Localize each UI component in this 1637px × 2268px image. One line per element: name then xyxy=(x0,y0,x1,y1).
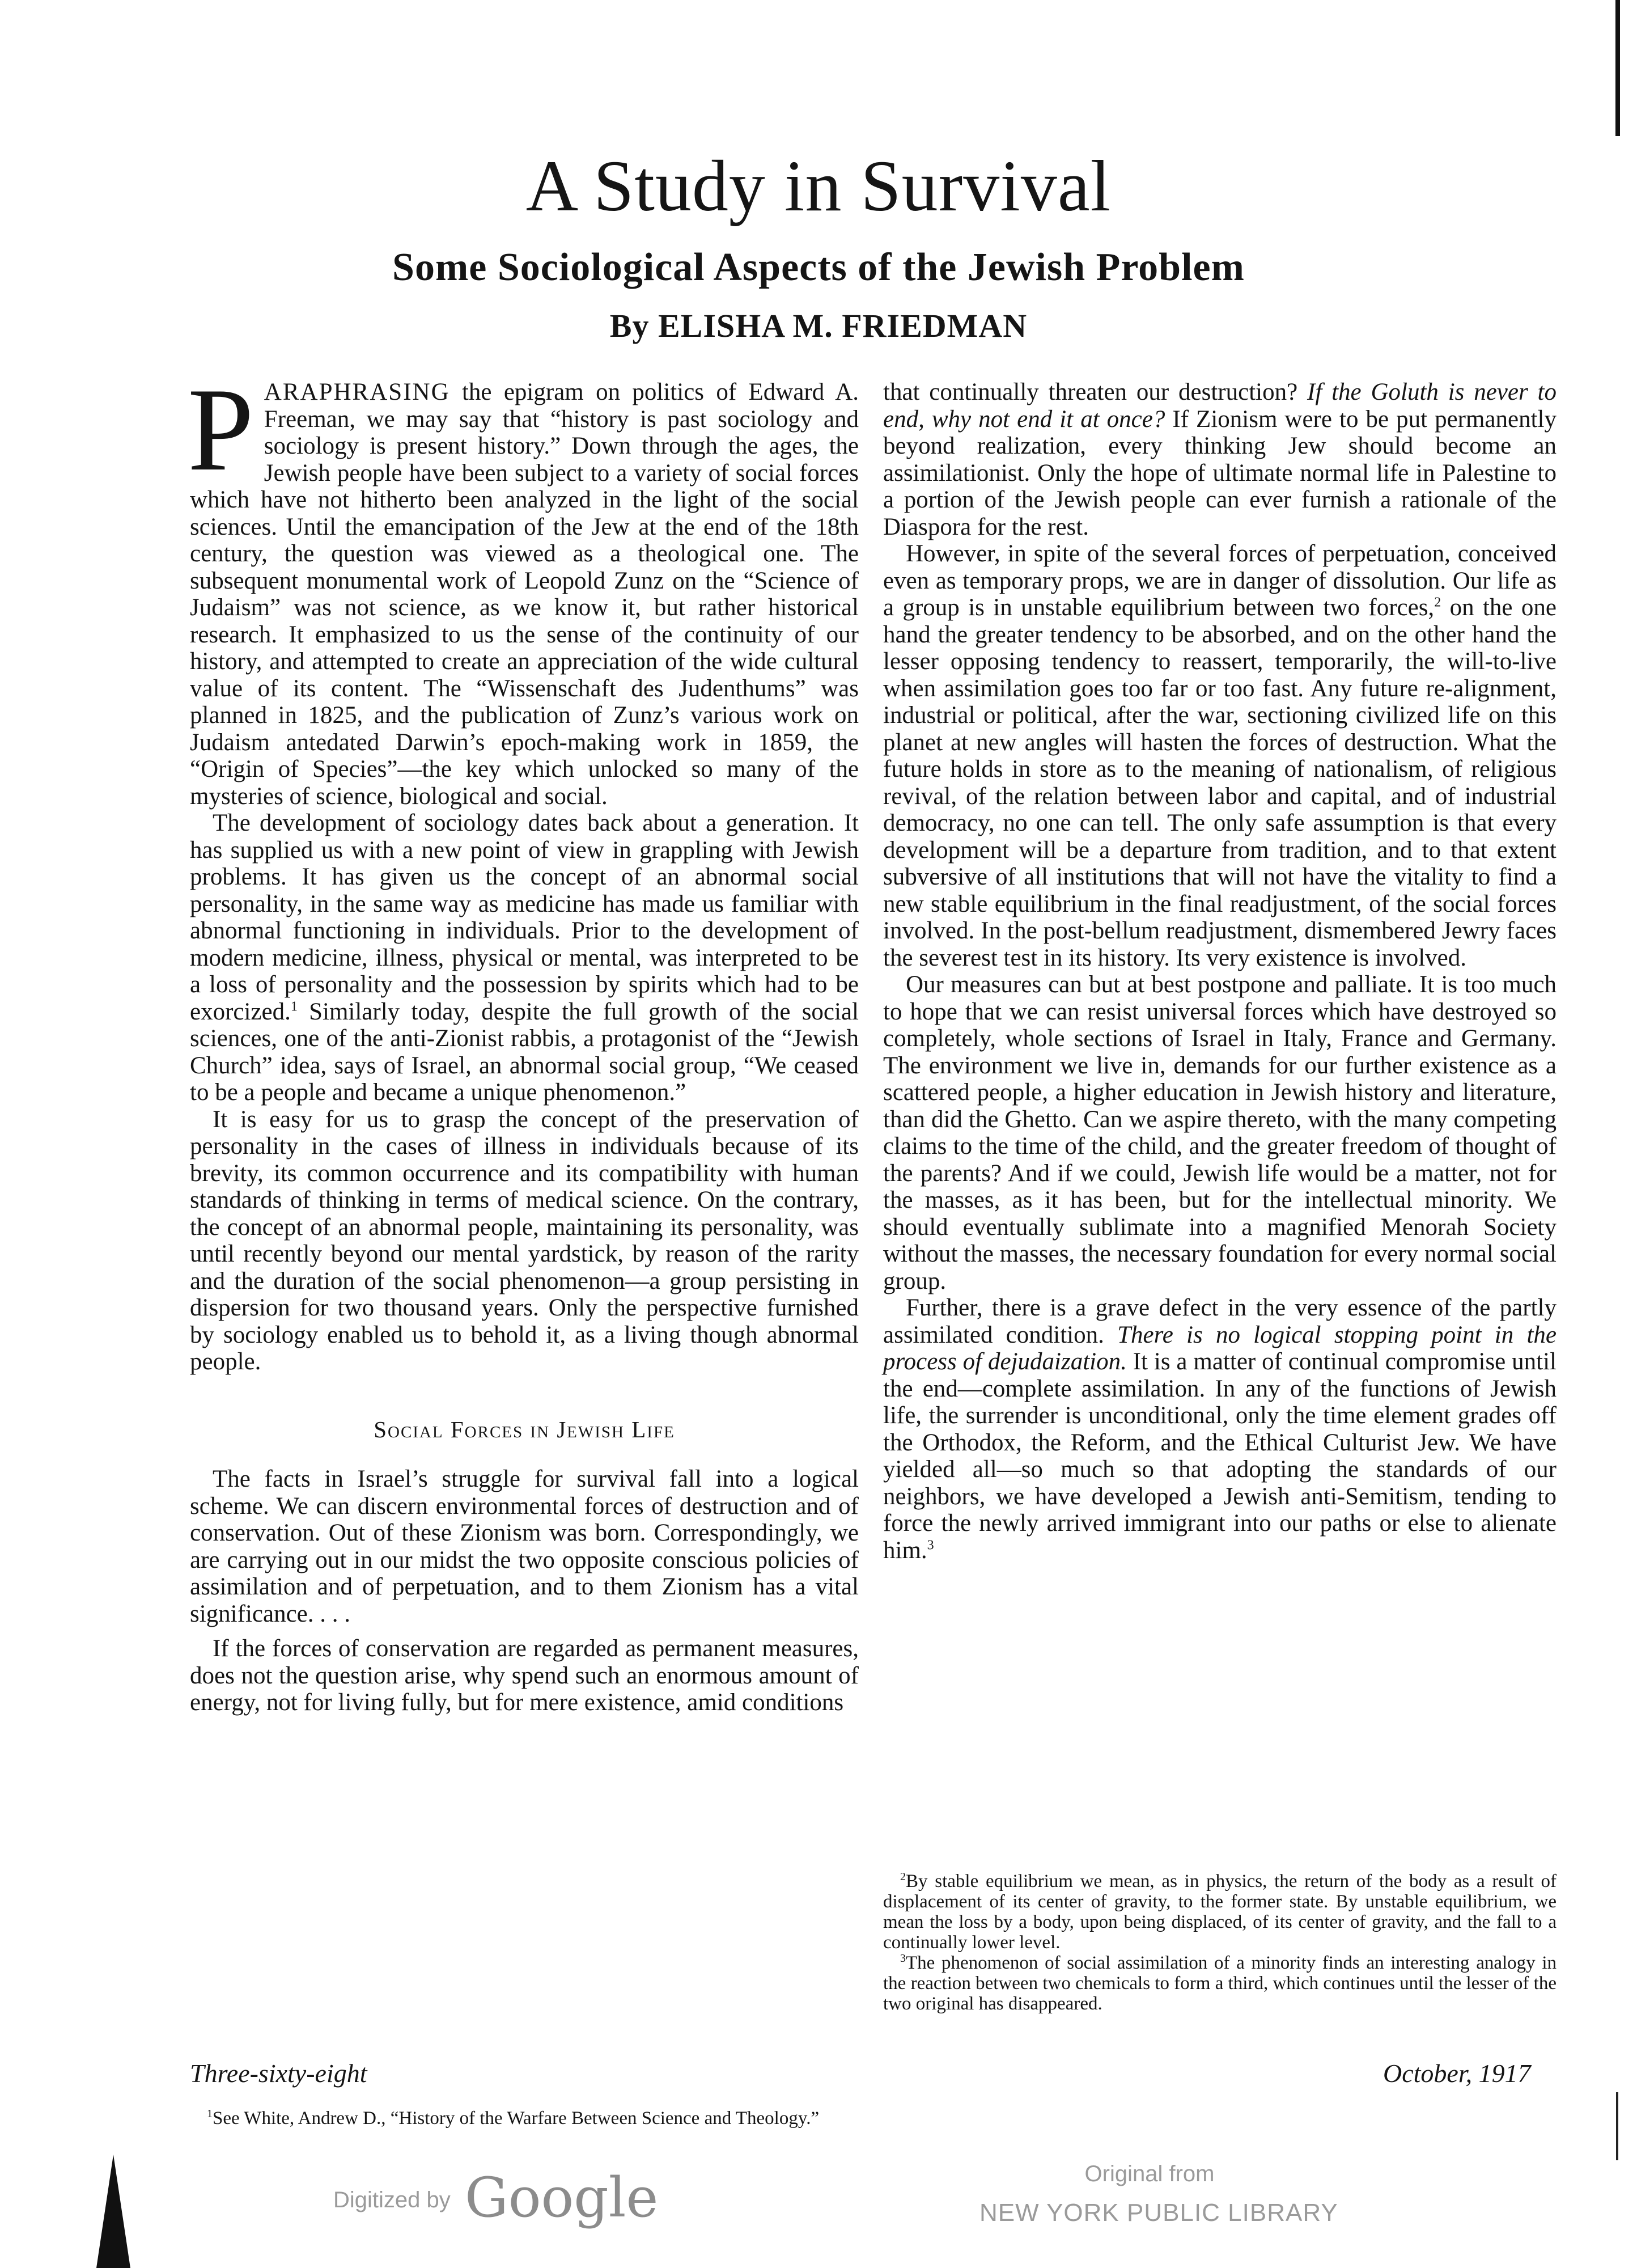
paragraph: Our measures can but at best postpone and palliate. It is too much to hope that we can resist universal forces which have destroyed so completely, whole sections of Israel in Italy, France and Germany. The environment we live in, demands for our further existence as a scattered people, a higher education in Jewish history and literature, than did the Ghetto. Can we aspire thereto, with the many competing claims to the time of the child, and the greater freedom of thought of the parents? And if we could, Jewish life would be a matter, not for the masses, as it has been, but for the intellectual minority. We should eventually sublimate into a magnified Menorah Society without the masses, the necessary foundation for every normal social group. xyxy=(883,971,1557,1294)
scan-edge-mark xyxy=(1615,0,1620,136)
paragraph-text: on the one hand the greater tendency to be absorbed, and on the other hand the lesser opposing tendency to reassert, temporarily, the will-to-live when assimilation goes too far or too fast. Any future re-alignment, industrial or political, after the war, sectioning civilized life on this planet at new angles will hasten the forces of destruction. What the future holds in store as to the meaning of nationalism, of religious revival, of the relation between labor and capital, and of industrial democracy, no one can tell. The only safe assumption is that every development will be a departure from tradition, and to that extent subversive of all institutions that will not have the vitality to find a new stable equilibrium in the final readjustment, of the social forces involved. In the post-bellum readjustment, dismembered Jewry faces the severest test in its history. Its very existence is involved. xyxy=(883,594,1557,971)
paragraph xyxy=(883,540,1557,971)
drop-cap: P xyxy=(188,364,254,496)
footnote-mark: 3 xyxy=(900,1952,906,1965)
issue-date: October, 1917 xyxy=(1383,2059,1531,2088)
footnote-text: See White, Andrew D., “History of the Warfare Between Science and Theology.” xyxy=(213,2108,820,2129)
footnote-ref: 2 xyxy=(1434,595,1441,610)
footnote-text: The phenomenon of social assimilation of a minority finds an interesting analogy in the reaction between two chemicals to form a third, which continues until the lesser of the two original has disappeared. xyxy=(883,1953,1557,2014)
paragraph-text: Further, there is a grave defect in the very essence of the partly assimilated condition. xyxy=(883,1294,1557,1348)
footnote-mark: 1 xyxy=(207,2108,213,2120)
left-column xyxy=(188,364,859,1716)
paragraph xyxy=(188,364,859,810)
footnotes-left xyxy=(190,2108,859,2129)
footnote-mark: 2 xyxy=(900,1871,906,1883)
paragraph-text: Similarly today, despite the full growth of the social sciences, one of the anti-Zionist rabbis, a protagonist of the “Jewish Church” idea, says of Israel, an abnormal social group, “We ceased to be a people and became a unique phenomenon.” xyxy=(190,998,859,1106)
footnote-ref: 3 xyxy=(927,1538,934,1553)
original-from-label: Original from xyxy=(1084,2161,1215,2186)
article-byline: By ELISHA M. FRIEDMAN xyxy=(609,307,1028,344)
paragraph xyxy=(883,1294,1557,1564)
digitized-by-label: Digitized by xyxy=(333,2187,451,2212)
paragraph xyxy=(883,379,1557,540)
paragraph: If the forces of conservation are regarded as permanent measures, does not the question arise, why spend such an enormous amount of energy, not for living fully, but for mere existence, amid conditions xyxy=(190,1635,859,1716)
paragraph xyxy=(190,810,859,1106)
google-logo: Google xyxy=(465,2166,659,2229)
scan-edge-mark xyxy=(1616,2092,1618,2160)
footnote-ref: 1 xyxy=(290,999,298,1014)
lead-in: ARAPHRASING xyxy=(264,379,450,405)
paragraph: It is easy for us to grasp the concept of the preservation of personality in the cases of illness in individuals because of its brevity, its common occurrence and its compatibility with human standards of thinking in terms of medical science. On the contrary, the concept of an abnormal people, maintaining its personality, was until recently beyond our mental yardstick, by reason of the rarity and the duration of the social phenomenon—a group persisting in dispersion for two thousand years. Only the perspective furnished by sociology enabled us to behold it, as a living though abnormal people. xyxy=(190,1106,859,1375)
paragraph-text: the epigram on politics of Edward A. Freeman, we may say that “history is past sociology and sociology is present history.” Down through the ages, the Jewish people have been subject to a variety of social forces which have not hitherto been analyzed in the light of the social sciences. Until the emancipation of the Jew at the end of the 18th century, the question was viewed as a theological one. The subsequent monumental work of Leopold Zunz on the “Science of Judaism” was not science, as we know it, but rather historical research. It emphasized to us the sense of the continuity of our history, and attempted to create an appreciation of the wide cultural value of its content. The “Wissenschaft des Judenthums” was planned in 1825, and the publication of Zunz’s various work on Judaism antedated Darwin’s epoch-making work in 1859, the “Origin of Species”—the key which unlocked so many of the mysteries of science, biological and social. xyxy=(190,379,859,810)
paragraph-text: However, in spite of the several forces of perpetuation, conceived even as temporary props, we are in danger of dissolution. Our life as a group is in unstable equilibrium between two forces, xyxy=(883,540,1557,621)
italic-text: If the Goluth is never to end, why not end it at once? xyxy=(883,379,1557,433)
italic-text: There is no logical stopping point in the process of dejudaization. xyxy=(883,1321,1557,1375)
right-column xyxy=(883,379,1557,1564)
footnote-text: By stable equilibrium we mean, as in physics, the return of the body as a result of displacement of its center of gravity, to the former state. By unstable equilibrium, we mean the loss by a body, upon being displaced, of its center of gravity, and the fall to a continually lower level. xyxy=(883,1871,1557,1953)
footnotes-right xyxy=(883,1871,1557,2014)
footnote xyxy=(190,2108,859,2129)
paragraph-text: that continually threaten our destruction? xyxy=(883,379,1307,405)
scan-corner-mark xyxy=(96,2155,130,2268)
section-heading: Social Forces in Jewish Life xyxy=(374,1416,675,1442)
footnote xyxy=(883,1871,1557,1953)
paragraph-text: If Zionism were to be put permanently beyond realization, every thinking Jew should become an assimilationist. Only the hope of ultimate normal life in Palestine to a portion of the Jewish people can ever furnish a rationale of the Diaspora for the rest. xyxy=(883,405,1557,540)
page-number: Three-sixty-eight xyxy=(190,2059,367,2088)
paragraph-text: The development of sociology dates back about a generation. It has supplied us with a new point of view in grappling with Jewish problems. It has given us the concept of an abnormal social personality, in the same way as medicine has made us familiar with abnormal functioning in individuals. Prior to the development of modern medicine, illness, physical or mental, was interpreted to be a loss of personality and the possession by spirits which had to be exorcized. xyxy=(190,810,859,1025)
footnote xyxy=(883,1953,1557,2014)
paragraph: The facts in Israel’s struggle for survival fall into a logical scheme. We can discern environmental forces of destruction and of conservation. Out of these Zionism was born. Correspondingly, we are carrying out in our midst the two opposite conscious policies of assimilation and of perpetuation, and to them Zionism has a vital significance. . . . xyxy=(190,1466,859,1627)
library-label: NEW YORK PUBLIC LIBRARY xyxy=(979,2199,1338,2227)
article-subtitle: Some Sociological Aspects of the Jewish Problem xyxy=(392,246,1245,289)
article-title: A Study in Survival xyxy=(525,146,1112,226)
paragraph-text: It is a matter of continual compromise until the end—complete assimilation. In any of the functions of Jewish life, the surrender is unconditional, only the time element grades off the Orthodox, the Reform, and the Ethical Culturist Jew. We have yielded all—so much so that adopting the standards of our neighbors, we have developed a Jewish anti-Semitism, tending to force the newly arrived immigrant into our paths or else to alienate him. xyxy=(883,1348,1557,1564)
